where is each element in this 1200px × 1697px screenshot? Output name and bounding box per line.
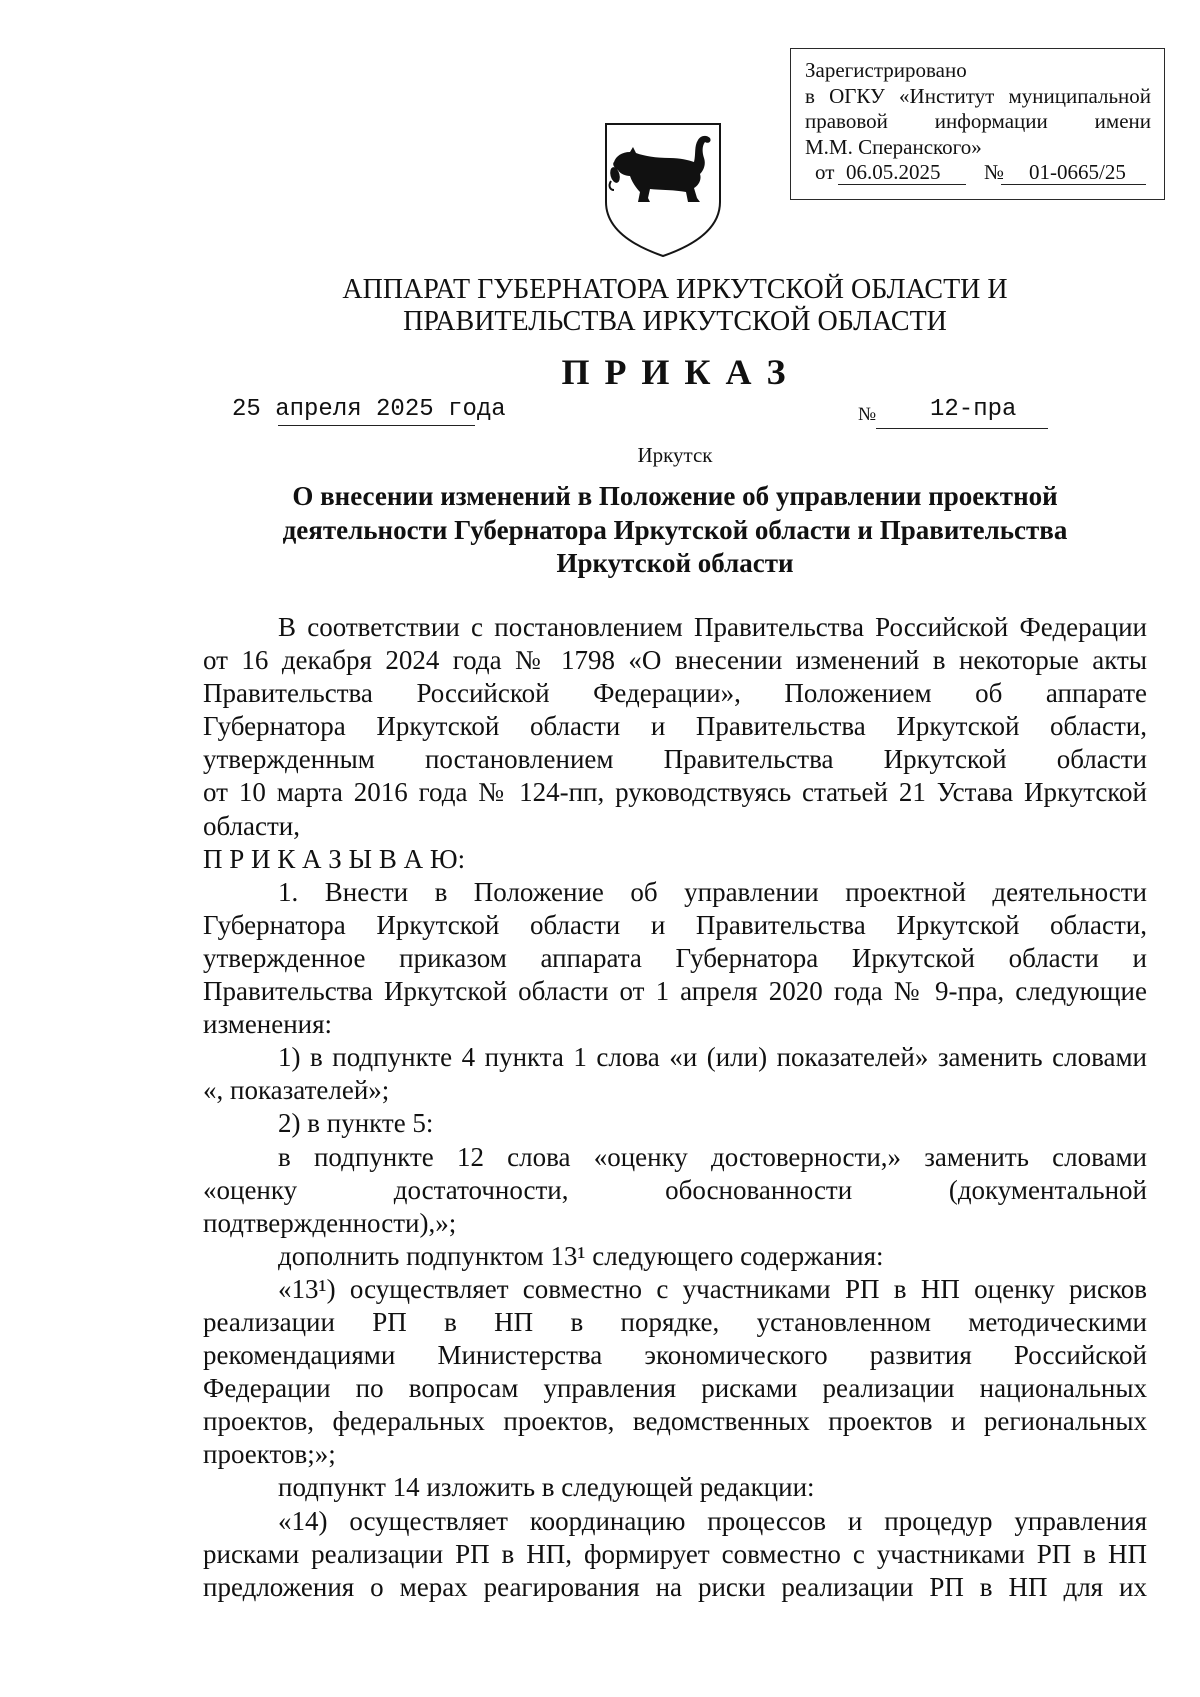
order-number: 12-пра bbox=[930, 396, 1017, 423]
organization-name-line: АППАРАТ ГУБЕРНАТОРА ИРКУТСКОЙ ОБЛАСТИ И bbox=[342, 274, 1008, 305]
body-line: рисками реализации РП в НП, формирует совместно с участниками РП в НП bbox=[203, 1538, 1147, 1569]
body-line: области, bbox=[203, 810, 301, 841]
stamp-line: правовой информации имени bbox=[805, 109, 1151, 133]
body-line: проектов, федеральных проектов, ведомственных проектов и региональных bbox=[203, 1406, 1147, 1437]
stamp-line: в ОГКУ «Институт муниципальной bbox=[805, 83, 1151, 108]
body-line: «13¹) осуществляет совместно с участниками РП в НП оценку рисков bbox=[278, 1273, 1147, 1304]
body-line: от 16 декабря 2024 года № 1798 «О внесении изменений в некоторые акты bbox=[203, 645, 1147, 676]
document-title-line: О внесении изменений в Положение об управлении проектной bbox=[292, 481, 1058, 511]
body-line: В соответствии с постановлением Правительства Российской Федерации bbox=[278, 612, 1147, 642]
coat-of-arms-icon bbox=[600, 118, 726, 260]
organization-name bbox=[203, 274, 1147, 338]
document-type: П Р И К А З bbox=[561, 352, 789, 392]
stamp-line: М.М. Сперанского» bbox=[805, 134, 982, 159]
body-line: «, показателей»; bbox=[203, 1075, 390, 1106]
stamp-date: 06.05.2025 bbox=[838, 160, 966, 185]
body-line: реализации РП в НП в порядке, установленном методическими bbox=[203, 1306, 1147, 1337]
stamp-registration-row bbox=[791, 160, 1164, 186]
stamp-line: Зарегистрировано bbox=[805, 58, 967, 82]
document-title bbox=[203, 480, 1147, 581]
stamp-date-prefix: от bbox=[815, 160, 835, 184]
body-line: подтвержденности),»; bbox=[203, 1207, 457, 1238]
body-line: в подпункте 12 слова «оценку достоверности,» заменить словами bbox=[278, 1141, 1147, 1172]
organization-name-line: ПРАВИТЕЛЬСТВА ИРКУТСКОЙ ОБЛАСТИ bbox=[403, 306, 947, 337]
body-line: изменения: bbox=[203, 1009, 333, 1040]
body-line: дополнить подпунктом 13¹ следующего содержания: bbox=[278, 1240, 884, 1271]
document-title-line: Иркутской области bbox=[556, 548, 794, 578]
body-line: утвержденное приказом аппарата Губернатора Иркутской области и bbox=[203, 942, 1147, 973]
order-directive: П Р И К А З Ы В А Ю: bbox=[203, 843, 466, 874]
stamp-text bbox=[805, 58, 1151, 160]
body-line: 2) в пункте 5: bbox=[278, 1108, 434, 1139]
body-line: Губернатора Иркутской области и Правительства Иркутской области, bbox=[203, 711, 1147, 742]
body-line: подпункт 14 изложить в следующей редакции: bbox=[278, 1472, 815, 1503]
body-line: Правительства Российской Федерации», Положением об аппарате bbox=[203, 678, 1147, 709]
body-line: от 10 марта 2016 года № 124-пп, руководствуясь статьей 21 Устава Иркутской bbox=[203, 777, 1147, 808]
document-body bbox=[203, 611, 1147, 1604]
body-line: «14) осуществляет координацию процессов и процедур управления bbox=[278, 1505, 1147, 1536]
body-line: Губернатора Иркутской области и Правительства Иркутской области, bbox=[203, 909, 1147, 940]
body-line: 1. Внести в Положение об управлении проектной деятельности bbox=[278, 876, 1147, 907]
order-date: 25 апреля 2025 года bbox=[232, 396, 506, 423]
city: Иркутск bbox=[637, 443, 713, 467]
body-line: утвержденным постановлением Правительства Иркутской области bbox=[203, 744, 1147, 775]
registration-stamp bbox=[790, 48, 1165, 200]
stamp-number: 01-0665/25 bbox=[1001, 160, 1146, 185]
body-line: Федерации по вопросам управления рисками реализации национальных bbox=[203, 1373, 1147, 1404]
body-line: проектов;»; bbox=[203, 1439, 336, 1470]
document-title-line: деятельности Губернатора Иркутской области и Правительства bbox=[282, 514, 1068, 545]
stamp-number-sign: № bbox=[984, 160, 1005, 184]
order-number-sign: № bbox=[858, 404, 877, 425]
body-line: Правительства Иркутской области от 1 апреля 2020 года № 9-пра, следующие bbox=[203, 976, 1147, 1007]
order-number-underline bbox=[876, 428, 1048, 429]
body-line: «оценку достаточности, обоснованности (документальной bbox=[203, 1174, 1147, 1205]
order-date-underline bbox=[278, 425, 475, 426]
body-line: рекомендациями Министерства экономического развития Российской bbox=[203, 1340, 1147, 1371]
body-line: предложения о мерах реагирования на риски реализации РП в НП для их bbox=[203, 1571, 1147, 1602]
body-line: 1) в подпункте 4 пункта 1 слова «и (или) показателей» заменить словами bbox=[278, 1042, 1147, 1073]
